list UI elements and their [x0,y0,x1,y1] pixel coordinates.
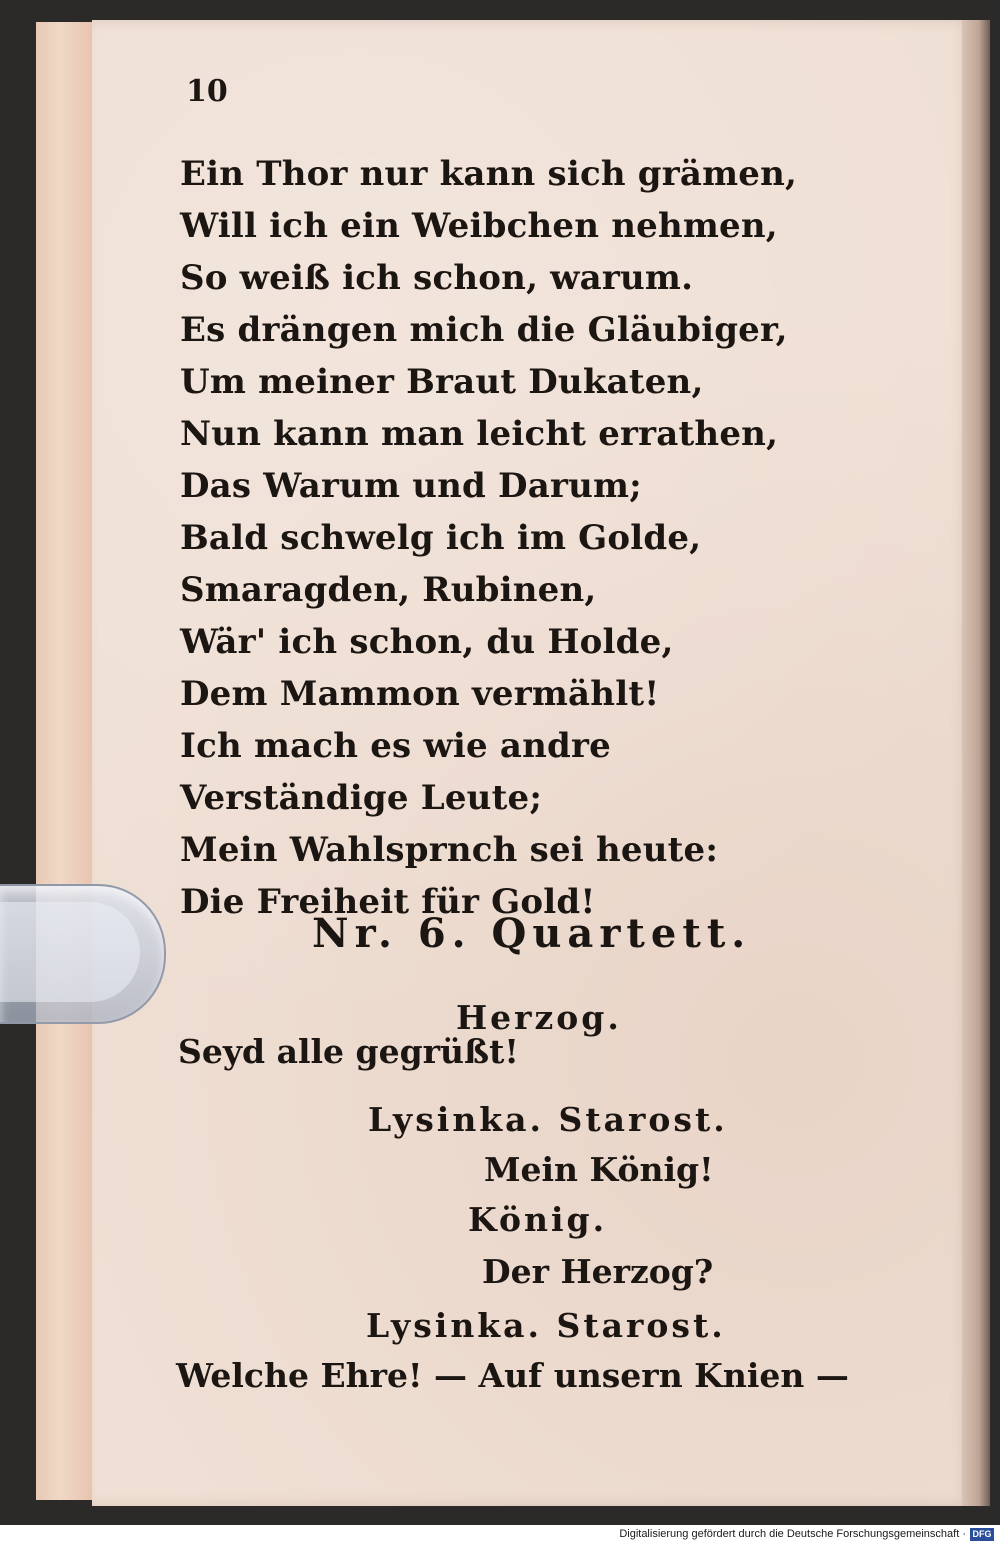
verse-line: Dem Mammon vermählt! [180,674,660,714]
verse-line: Nun kann man leicht errathen, [180,414,779,454]
verse-line: Wär' ich schon, du Holde, [180,622,674,662]
speaker-label: Lysinka. Starost. [368,1100,728,1139]
dialogue-line: Seyd alle gegrüßt! [178,1032,519,1071]
speaker-label: Lysinka. Starost. [366,1306,726,1345]
verse-line: Es drängen mich die Gläubiger, [180,310,788,350]
verse-line: Smaragden, Rubinen, [180,570,597,610]
plastic-page-clip-highlight [0,902,140,1002]
book-page-edge [36,22,97,1500]
speaker-label: Herzog. [456,998,622,1037]
dialogue-line: Welche Ehre! — Auf unsern Knien — [176,1356,849,1395]
verse-line: Um meiner Braut Dukaten, [180,362,704,402]
book-gutter-shadow [962,20,990,1506]
verse-line: Will ich ein Weibchen nehmen, [180,206,778,246]
verse-line: Verständige Leute; [180,778,543,818]
funding-credit: Digitalisierung gefördert durch die Deutsche Forschungsgemeinschaft · [619,1528,966,1540]
dfg-logo: DFG [970,1528,994,1541]
verse-line: So weiß ich schon, warum. [180,258,694,298]
speaker-label: König. [468,1200,608,1239]
page-number: 10 [186,74,228,109]
verse-line: Ein Thor nur kann sich grämen, [180,154,798,194]
dialogue-line: Der Herzog? [482,1252,714,1291]
section-heading: Nr. 6. Quartett. [312,910,752,957]
verse-text [180,148,797,928]
verse-line: Ich mach es wie andre [180,726,611,766]
verse-line: Das Warum und Darum; [180,466,642,506]
verse-line: Bald schwelg ich im Golde, [180,518,702,558]
verse-line: Mein Wahlsprnch sei heute: [180,830,719,870]
verse-line: Die Freiheit für Gold! [180,882,596,922]
dialogue-line: Mein König! [484,1150,714,1189]
